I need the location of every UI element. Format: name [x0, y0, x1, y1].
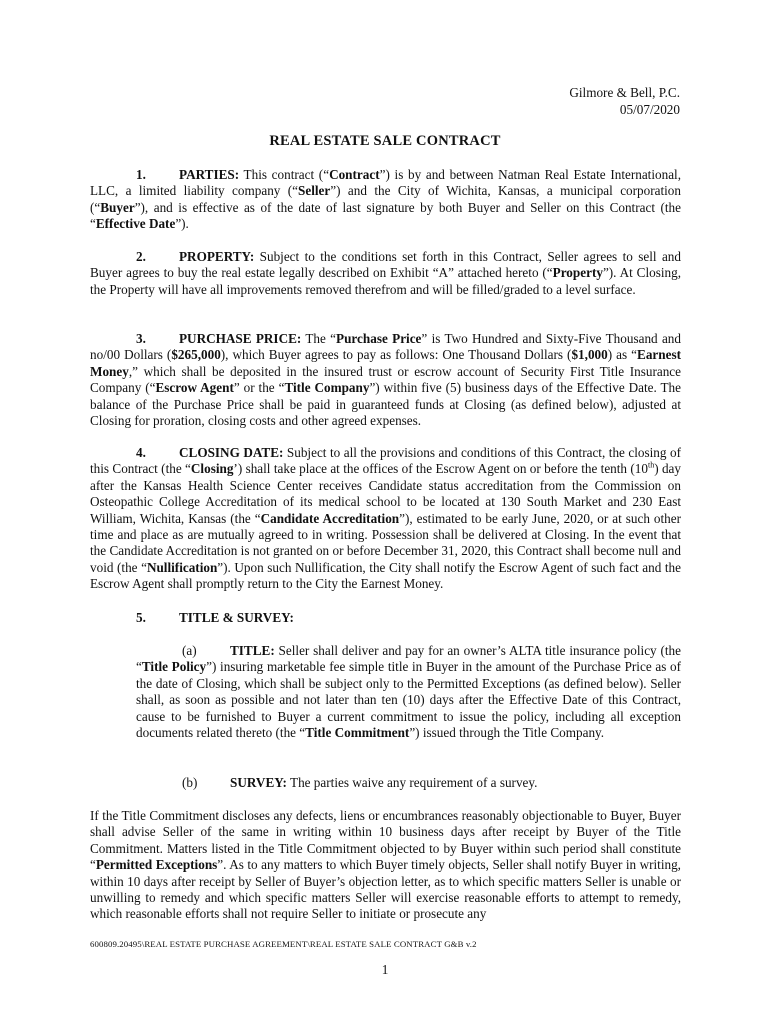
text-run: ’) shall take place at the offices of the Escrow Agent on or before the tenth (10	[233, 461, 648, 477]
document-footer: 600809.20495\REAL ESTATE PURCHASE AGREEMENT\REAL ESTATE SALE CONTRACT G&B v.2	[90, 939, 477, 949]
defined-term: Title Company	[284, 380, 370, 396]
subsection-title	[136, 643, 681, 741]
text-run: If the Title Commitment discloses any defects, liens or encumbrances reasonably objectionable to Buyer, Buyer shall advise Seller of the same in writing within 10 business days after receipt by Buyer of the Title Commitment. Matters listed in the Title Commitment objected to by Buyer within such period shall constitute “	[90, 808, 681, 873]
section-number: 4.	[136, 445, 146, 460]
text-run: ), which Buyer agrees to pay as follows: One Thousand Dollars (	[220, 347, 572, 363]
defined-term: Candidate Accreditation	[260, 510, 400, 526]
text-run: ”. As to any matters to which Buyer timely objects, Seller shall notify Buyer in writing, within 10 days after receipt by Seller of Buyer’s objection letter, as to which specific matters Seller is unable or unwilling to remedy and which specific matters Seller will exercise reasonable efforts to attempt to remedy, which reasonable efforts shall not require Seller to initiate or prosecute any	[90, 857, 681, 922]
section-heading: CLOSING DATE:	[179, 445, 284, 460]
subsection-heading: TITLE:	[230, 643, 275, 658]
section-heading: PURCHASE PRICE:	[179, 331, 302, 346]
amount: $1,000	[571, 347, 608, 363]
section-number: 2.	[136, 249, 146, 264]
defined-term: Purchase Price	[336, 331, 422, 346]
section-purchase-price	[90, 331, 681, 429]
text-run: ”) insuring marketable fee simple title in Buyer in the amount of the Purchase Price as of the date of Closing, which shall be subject only to the Permitted Exceptions (as defined below). Seller shall, as soon as possible and not later than ten (10) days after the Effective Date of this Contract, cause to be furnished to Buyer a current commitment to issue the policy, including all exception documents related thereto (the “	[136, 659, 682, 741]
subsection-survey	[136, 775, 681, 791]
text-run: Subject to the conditions set forth in this Contract, Seller agrees to sell and Buyer agrees to buy the real estate legally described on Exhibit “A” attached hereto (“	[90, 249, 681, 281]
text-run: The parties waive any requirement of a survey.	[286, 775, 538, 790]
text-run: ”) issued through the Title Company.	[409, 725, 605, 741]
text-run: The “	[301, 331, 337, 346]
text-run: ”), estimated to be early June, 2020, or at such other time and place as are mutually agreed to in writing. Possession shall be delivered at Closing. In the event that the Candidate Accreditation is not granted on or before December 31, 2020, this Contract shall become null and void (the “	[90, 510, 681, 575]
section-number: 5.	[136, 610, 146, 625]
text-run: ”) and the City of Wichita, Kansas, a municipal corporation (“	[90, 183, 681, 215]
title-objection-paragraph	[90, 808, 681, 923]
defined-term: Title Commitment	[305, 725, 410, 741]
text-run: Subject to all the provisions and conditions of this Contract, the closing of this Contract (the “	[90, 445, 681, 477]
document-title: REAL ESTATE SALE CONTRACT	[269, 133, 501, 149]
amount: $265,000	[171, 347, 221, 363]
defined-term: Nullification	[146, 559, 218, 575]
text-run: Seller shall deliver and pay for an owner’s ALTA title insurance policy (the “	[136, 643, 681, 675]
text-run: ) day after the Kansas Health Science Center receives Candidate status accreditation from the Commission on Osteopathic College Accreditation of its medical school to be located at 130 South Market and 230 East William, Wichita, Kansas (the “	[90, 461, 681, 526]
defined-term: Property	[552, 265, 603, 281]
defined-term: Buyer	[100, 199, 135, 215]
section-number: 1.	[136, 167, 146, 182]
text-run: ”) is by and between Natman Real Estate International, LLC, a limited liability company (“	[90, 167, 682, 199]
defined-term: Closing	[190, 461, 234, 477]
defined-term: Earnest Money	[90, 347, 681, 379]
section-number: 3.	[136, 331, 146, 346]
header-date: 05/07/2020	[619, 102, 680, 117]
subsection-heading: SURVEY:	[230, 775, 287, 790]
text-run: ”) within five (5) business days of the Effective Date. The balance of the Purchase Price shall be paid in guaranteed funds at Closing (as defined below), adjusted at Closing for proration, closing costs and other agreed expenses.	[90, 380, 681, 429]
subsection-label: (a)	[182, 643, 197, 658]
section-closing-date	[90, 445, 681, 593]
defined-term: Contract	[329, 167, 380, 182]
subsection-label: (b)	[182, 775, 198, 790]
text-run: This contract (“	[239, 167, 330, 182]
text-run: ) as “	[607, 347, 638, 363]
section-title-survey	[90, 610, 681, 626]
text-run: ” or the “	[233, 380, 285, 396]
text-run: ” is Two Hundred and Sixty-Five Thousand and no/00 Dollars (	[90, 331, 681, 363]
text-run: ”), and is effective as of the date of last signature by both Buyer and Seller on this Contract (the “	[90, 199, 681, 232]
firm-name: Gilmore & Bell, P.C.	[569, 85, 680, 100]
ordinal-suffix: th	[647, 461, 655, 471]
section-parties	[90, 167, 681, 233]
text-run: ”). At Closing, the Property will have all improvements removed therefrom and will be filled/graded to a level surface.	[90, 265, 681, 297]
text-run: ”). Upon such Nullification, the City shall notify the Escrow Agent of such fact and the Escrow Agent shall promptly return to the City the Earnest Money.	[90, 559, 682, 592]
defined-term: Escrow Agent	[155, 380, 234, 396]
section-property	[90, 249, 681, 298]
defined-term: Title Policy	[141, 659, 207, 675]
text-run: ,” which shall be deposited in the insured trust or escrow account of Security First Title Insurance Company (“	[90, 363, 681, 396]
section-heading: TITLE & SURVEY:	[179, 610, 294, 625]
section-heading: PARTIES:	[179, 167, 240, 182]
header-block	[569, 84, 680, 118]
text-run: ”).	[175, 216, 189, 232]
section-heading: PROPERTY:	[179, 249, 255, 264]
defined-term: Effective Date	[95, 216, 176, 232]
page-number: 1	[381, 962, 389, 977]
defined-term: Permitted Exceptions	[95, 857, 218, 873]
defined-term: Seller	[298, 183, 331, 199]
